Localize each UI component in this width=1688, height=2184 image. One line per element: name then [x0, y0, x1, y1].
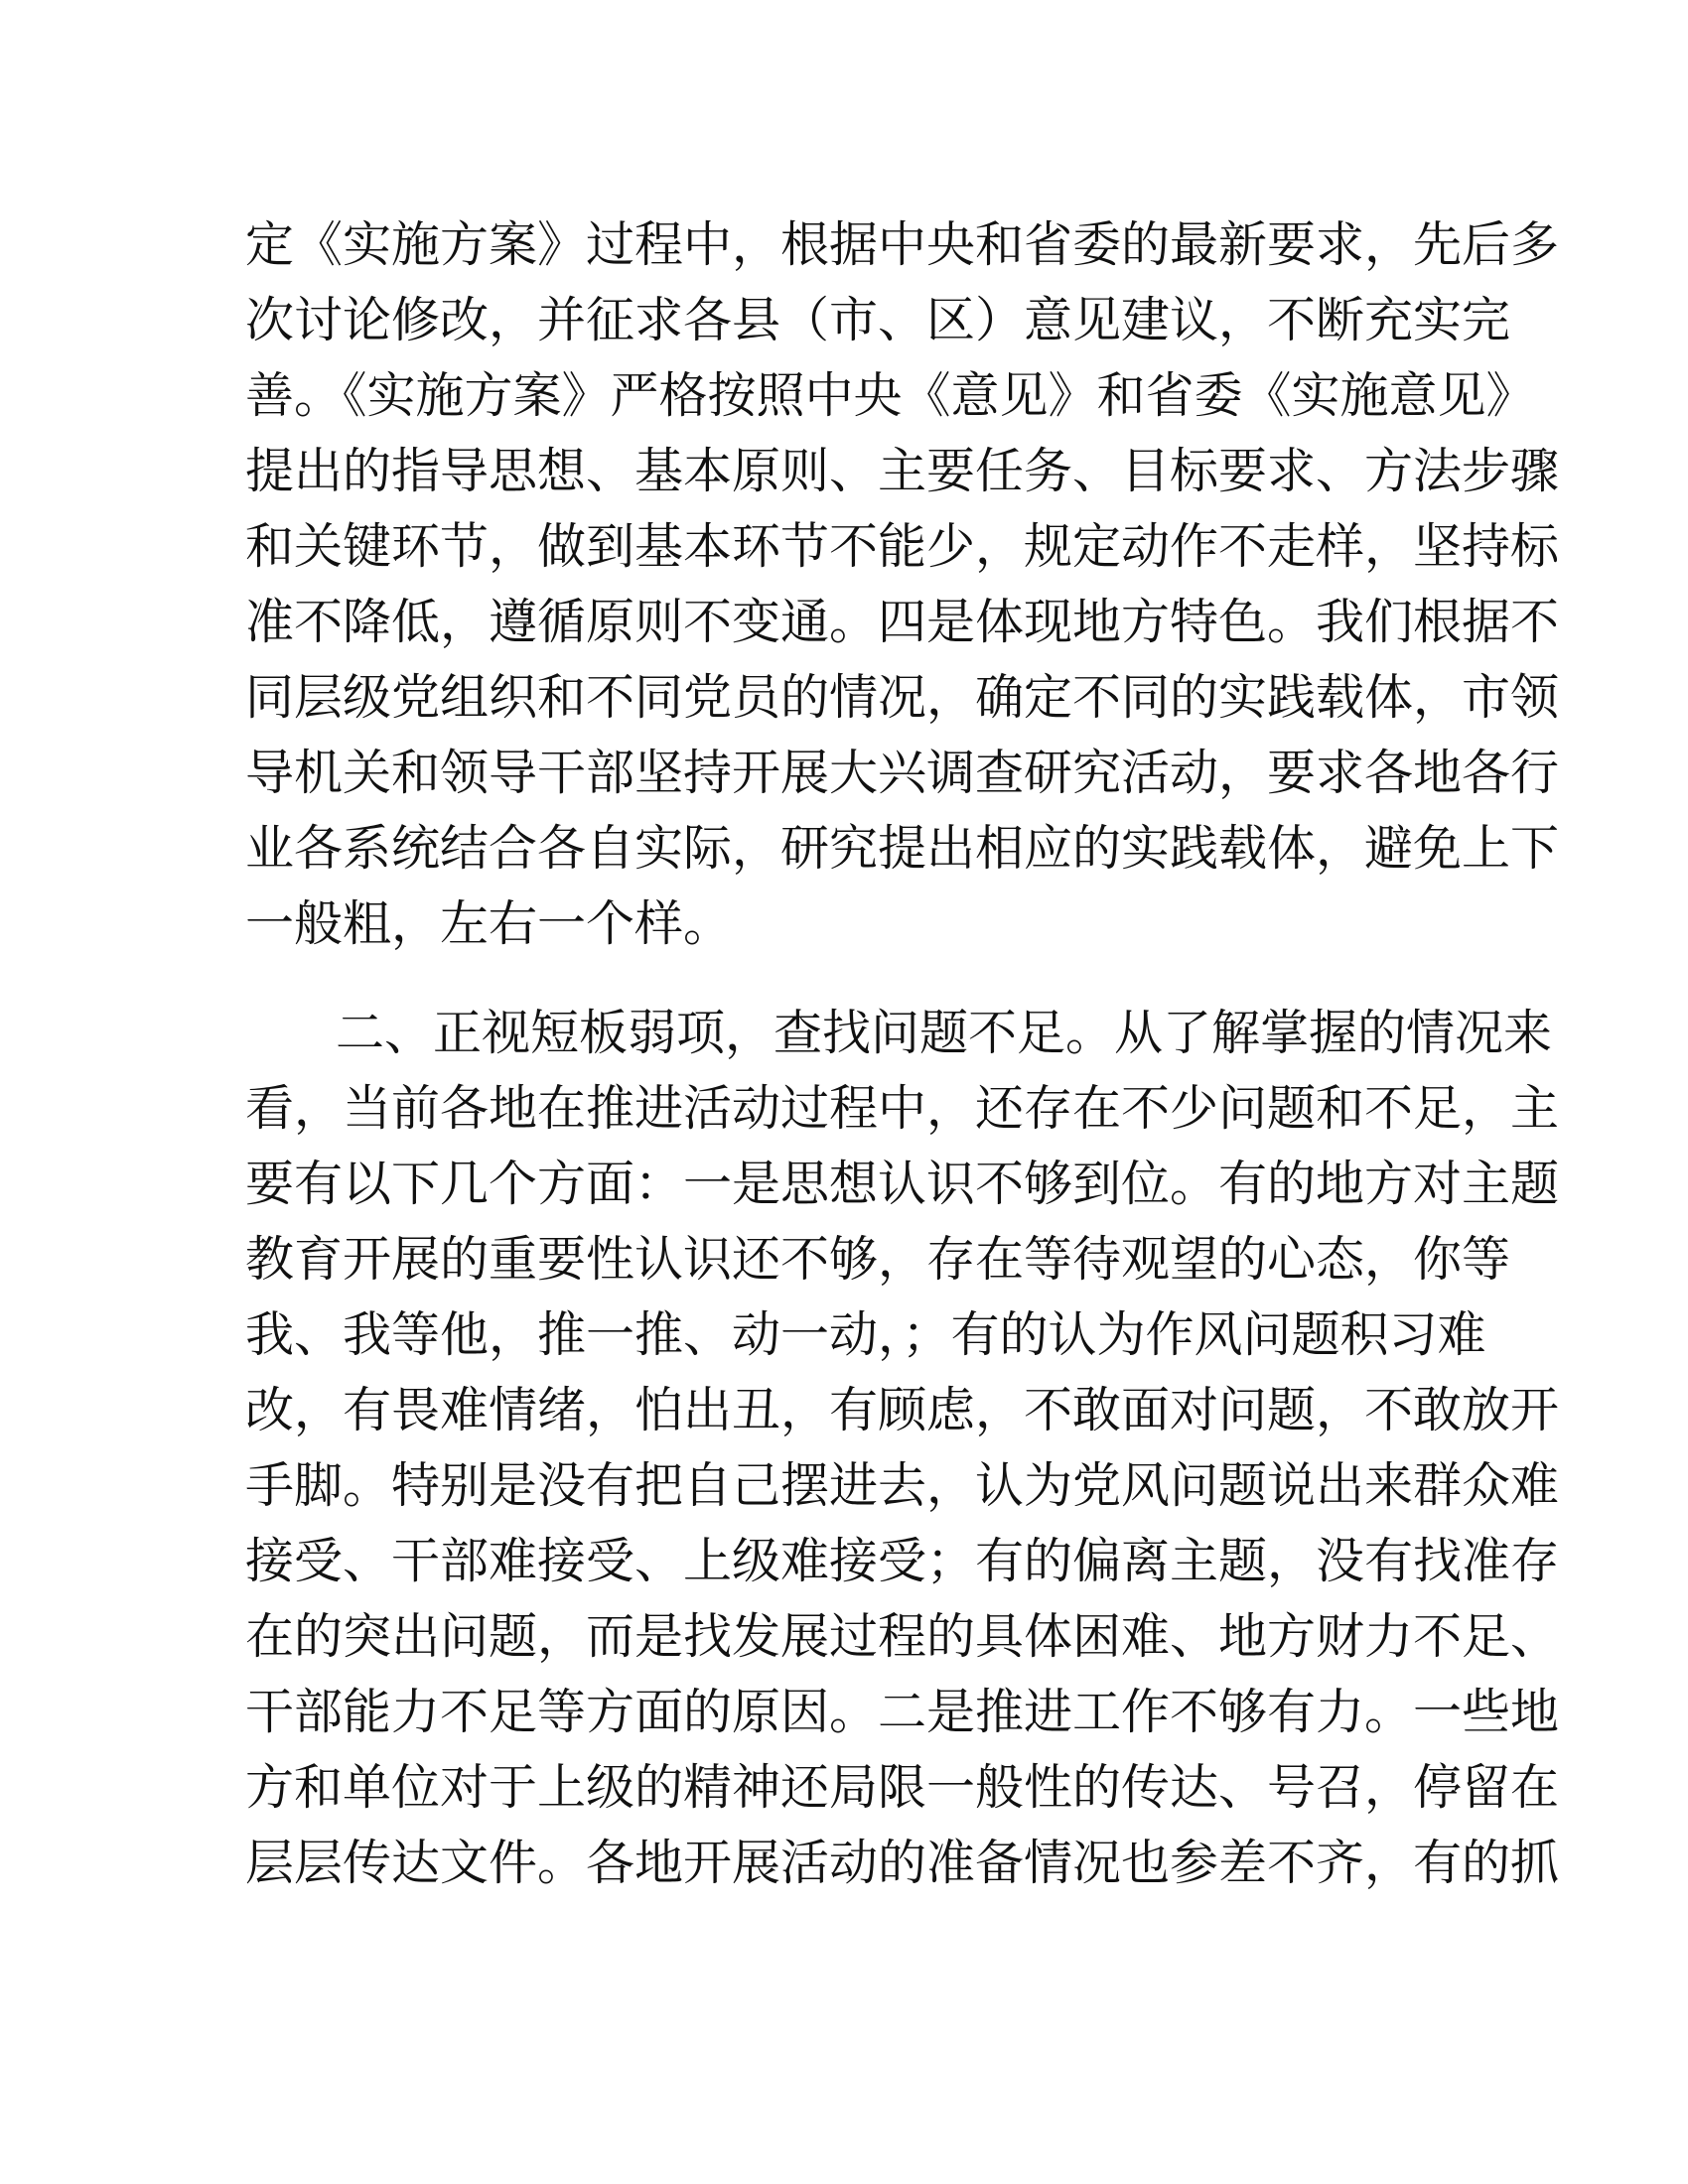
paragraph-2-line-9: 在的突出问题，而是找发展过程的具体困难、地方财力不足、 [245, 1608, 1560, 1665]
paragraph-2-line-1: 二、正视短板弱项，查找问题不足。从了解掌握的情况来 [336, 1005, 1553, 1061]
paragraph-2-line-5: 我、我等他，推一推、动一动，；有的认为作风问题积习难 [245, 1306, 1486, 1363]
paragraph-1-line-8: 导机关和领导干部坚持开展大兴调查研究活动，要求各地各行 [245, 745, 1560, 801]
paragraph-2-line-3: 要有以下几个方面：一是思想认识不够到位。有的地方对主题 [245, 1156, 1560, 1212]
paragraph-2-line-11: 方和单位对于上级的精神还局限一般性的传达、号召，停留在 [245, 1759, 1560, 1816]
paragraph-1-line-4: 提出的指导思想、基本原则、主要任务、目标要求、方法步骤 [245, 443, 1560, 499]
paragraph-2-line-2: 看，当前各地在推进活动过程中，还存在不少问题和不足，主 [245, 1080, 1560, 1137]
paragraph-2-line-12: 层层传达文件。各地开展活动的准备情况也参差不齐，有的抓 [245, 1835, 1560, 1891]
paragraph-1-line-2: 次讨论修改，并征求各县（市、区）意见建议，不断充实完 [245, 292, 1511, 348]
paragraph-1-line-3: 善。《实施方案》严格按照中央《意见》和省委《实施意见》 [245, 367, 1535, 424]
paragraph-1-line-1: 定《实施方案》过程中，根据中央和省委的最新要求，先后多 [245, 216, 1560, 273]
paragraph-2-line-7: 手脚。特别是没有把自己摆进去，认为党风问题说出来群众难 [245, 1457, 1560, 1514]
paragraph-2-line-8: 接受、干部难接受、上级难接受；有的偏离主题，没有找准存 [245, 1533, 1560, 1589]
paragraph-2-line-4: 教育开展的重要性认识还不够，存在等待观望的心态，你等 [245, 1231, 1511, 1288]
paragraph-1-line-7: 同层级党组织和不同党员的情况，确定不同的实践载体，市领 [245, 669, 1560, 726]
paragraph-2-line-6: 改，有畏难情绪，怕出丑，有顾虑，不敢面对问题，不敢放开 [245, 1382, 1560, 1438]
paragraph-1-line-6: 准不降低，遵循原则不变通。四是体现地方特色。我们根据不 [245, 594, 1560, 650]
paragraph-2-line-10: 干部能力不足等方面的原因。二是推进工作不够有力。一些地 [245, 1684, 1560, 1740]
paragraph-1-line-5: 和关键环节，做到基本环节不能少，规定动作不走样，坚持标 [245, 518, 1560, 575]
paragraph-1-line-10: 一般粗，左右一个样。 [245, 895, 733, 952]
paragraph-1-line-9: 业各系统结合各自实际，研究提出相应的实践载体，避免上下 [245, 820, 1560, 877]
